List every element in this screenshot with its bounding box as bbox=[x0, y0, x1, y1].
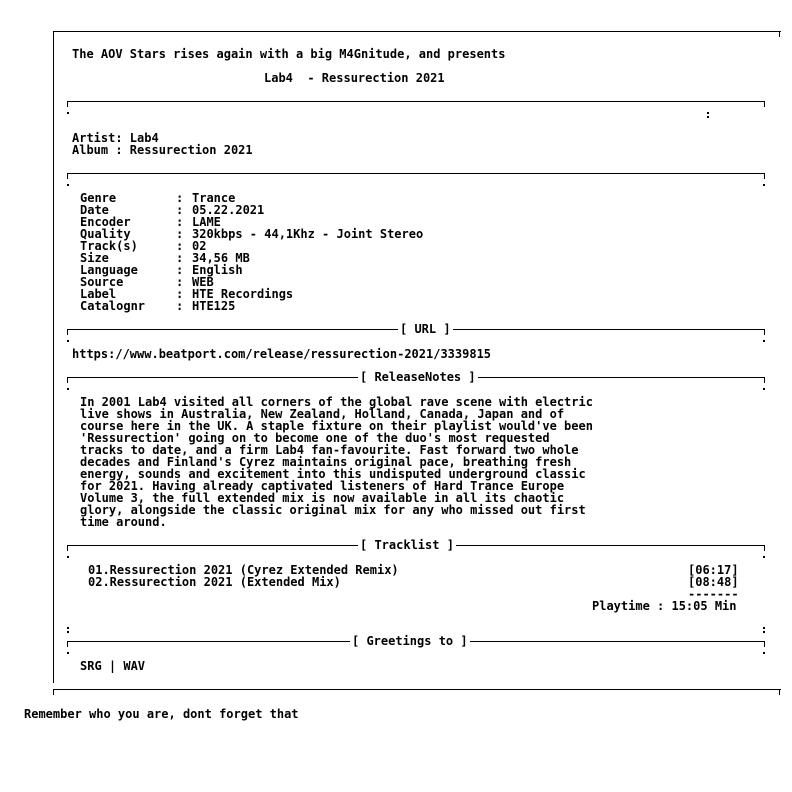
section-right-tick bbox=[764, 377, 765, 383]
notes-line: In 2001 Lab4 visited all corners of the global rave scene with electric bbox=[80, 395, 593, 409]
tracklist-section-title: [ Tracklist ] bbox=[360, 538, 454, 552]
separator-dot bbox=[707, 116, 709, 118]
section-left-tick bbox=[67, 377, 68, 383]
info-values bbox=[192, 192, 423, 312]
frame-left-line bbox=[53, 31, 54, 683]
section-dot bbox=[763, 388, 765, 390]
separator-left-tick bbox=[67, 101, 68, 107]
artist-line: Artist: Lab4 bbox=[72, 131, 159, 145]
section-dot bbox=[763, 652, 765, 654]
info-value: English bbox=[192, 263, 243, 277]
separator-right-tick bbox=[764, 101, 765, 107]
info-keys bbox=[80, 192, 145, 312]
frame-top-right-tick bbox=[779, 31, 780, 37]
info-key: Source bbox=[80, 275, 124, 289]
track-time: [06:17] bbox=[688, 563, 739, 577]
section-dot bbox=[763, 556, 765, 558]
notes-line: energy, sounds and excitement into this undisputed underground classic bbox=[80, 467, 586, 481]
separator-dot bbox=[707, 112, 709, 114]
frame-bottom-left-tick bbox=[53, 689, 54, 695]
track-time: [08:48] bbox=[688, 575, 739, 589]
info-value: 05.22.2021 bbox=[192, 203, 265, 217]
separator-dot bbox=[763, 184, 765, 186]
notes-line: live shows in Australia, New Zealand, Holland, Canada, Japan and of bbox=[80, 407, 565, 421]
section-dot bbox=[763, 340, 765, 342]
info-key: Label bbox=[80, 287, 117, 301]
info-value: Trance bbox=[192, 191, 236, 205]
notes-line: decades and Finland's Cyrez maintains original pace, breathing fresh bbox=[80, 455, 572, 469]
section-dot bbox=[67, 556, 69, 558]
tracklist-rule: ------- bbox=[688, 587, 739, 601]
section-dot bbox=[67, 652, 69, 654]
frame-top-line bbox=[53, 31, 781, 32]
info-key: Encoder bbox=[80, 215, 131, 229]
separator-dot bbox=[763, 631, 765, 633]
notes-line: course here in the UK. A staple fixture on their playlist would've been bbox=[80, 419, 593, 433]
section-right-tick bbox=[764, 329, 765, 335]
separator-dot bbox=[67, 184, 69, 186]
greetings-text: SRG | WAV bbox=[80, 659, 146, 673]
track-name: 02.Ressurection 2021 (Extended Mix) bbox=[88, 575, 341, 589]
footer-text: Remember who you are, dont forget that bbox=[24, 707, 299, 721]
track-name: 01.Ressurection 2021 (Cyrez Extended Remix) bbox=[88, 563, 399, 577]
info-value: HTE125 bbox=[192, 299, 236, 313]
info-value: 320kbps - 44,1Khz - Joint Stereo bbox=[192, 227, 424, 241]
info-key: Language bbox=[80, 263, 138, 277]
greetings-section-title: [ Greetings to ] bbox=[352, 634, 468, 648]
frame-bottom-line bbox=[53, 689, 781, 690]
info-value: 34,56 MB bbox=[192, 251, 250, 265]
info-key: Date bbox=[80, 203, 109, 217]
notes-line: glory, alongside the classic original mix for any who missed out first bbox=[80, 503, 586, 517]
notes-line: for 2021. Having already captivated listeners of Hard Trance Europe bbox=[80, 479, 565, 493]
separator-dot bbox=[67, 627, 69, 629]
intro-line: The AOV Stars rises again with a big M4Gnitude, and presents bbox=[72, 47, 506, 61]
info-value: 02 bbox=[192, 239, 207, 253]
notes-line: 'Ressurection' going on to become one of the duo's most requested bbox=[80, 431, 550, 445]
section-left-tick bbox=[67, 545, 68, 551]
separator-left-tick bbox=[67, 173, 68, 179]
info-value: HTE Recordings bbox=[192, 287, 294, 301]
info-value: WEB bbox=[192, 275, 214, 289]
separator-line bbox=[67, 173, 765, 174]
notes-section-title: [ ReleaseNotes ] bbox=[360, 370, 476, 384]
section-right-tick bbox=[764, 545, 765, 551]
info-colons: : : : : : : : : : : bbox=[176, 191, 184, 313]
url-link[interactable]: https://www.beatport.com/release/ressurection-2021/3339815 bbox=[72, 347, 492, 361]
section-dot bbox=[67, 388, 69, 390]
section-left-tick bbox=[67, 329, 68, 335]
frame-bottom-right-tick bbox=[779, 689, 780, 695]
url-section-title: [ URL ] bbox=[400, 322, 451, 336]
section-right-tick bbox=[764, 641, 765, 647]
info-value: LAME bbox=[192, 215, 221, 229]
separator-line bbox=[67, 101, 765, 102]
playtime: Playtime : 15:05 Min bbox=[592, 599, 737, 613]
info-key: Size bbox=[80, 251, 109, 265]
info-key: Genre bbox=[80, 191, 117, 205]
notes-line: tracks to date, and a firm Lab4 fan-favourite. Fast forward two whole bbox=[80, 443, 579, 457]
section-left-tick bbox=[67, 641, 68, 647]
separator-dot bbox=[763, 627, 765, 629]
separator-dot bbox=[67, 631, 69, 633]
release-notes bbox=[80, 396, 593, 528]
release-title: Lab4 - Ressurection 2021 bbox=[264, 71, 445, 85]
separator-right-tick bbox=[764, 173, 765, 179]
separator-dot bbox=[67, 112, 69, 114]
info-key: Catalognr bbox=[80, 299, 146, 313]
notes-line: Volume 3, the full extended mix is now available in all its chaotic bbox=[80, 491, 565, 505]
album-line: Album : Ressurection 2021 bbox=[72, 143, 253, 157]
info-key: Quality bbox=[80, 227, 131, 241]
notes-line: time around. bbox=[80, 515, 167, 529]
section-dot bbox=[67, 340, 69, 342]
info-key: Track(s) bbox=[80, 239, 138, 253]
